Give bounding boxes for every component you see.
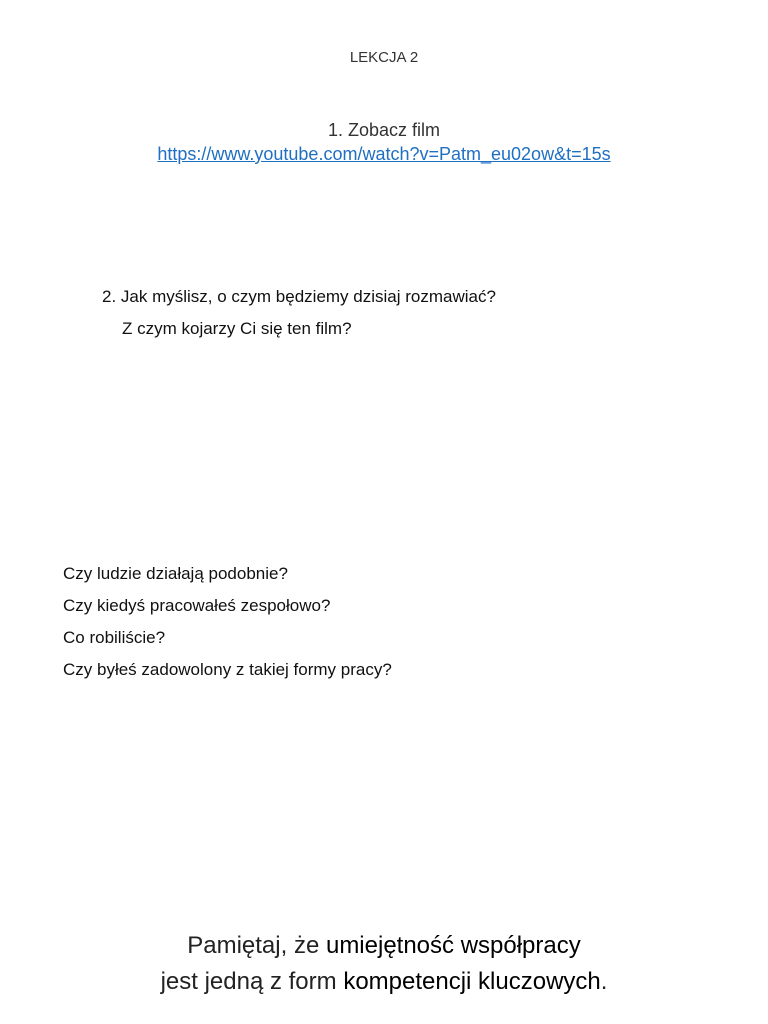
reminder-line-1 bbox=[0, 928, 768, 964]
video-link[interactable]: https://www.youtube.com/watch?v=Patm_eu02ow&t=15s bbox=[157, 144, 611, 164]
reminder-note bbox=[0, 928, 768, 1000]
task-2-subquestion: Z czym kojarzy Ci się ten film? bbox=[122, 319, 352, 338]
reminder-highlight: kompetencji kluczowych bbox=[343, 968, 601, 995]
reminder-text: Pamiętaj, że bbox=[187, 932, 326, 959]
task-2 bbox=[102, 281, 496, 345]
reminder-line-2 bbox=[0, 964, 768, 1000]
page-title: LEKCJA 2 bbox=[349, 49, 419, 66]
reminder-highlight: umiejętność współpracy bbox=[325, 932, 581, 959]
question-item: Czy kiedyś pracowałeś zespołowo? bbox=[63, 596, 331, 615]
question-item: Co robiliście? bbox=[63, 628, 166, 647]
task-2-question: 2. Jak myślisz, o czym będziemy dzisiaj rozmawiać? bbox=[102, 287, 496, 306]
question-item: Czy ludzie działają podobnie? bbox=[63, 564, 288, 583]
task-1-label: 1. Zobacz film bbox=[327, 120, 441, 140]
task-1 bbox=[0, 118, 768, 166]
reminder-text: jest jedną z form bbox=[160, 968, 344, 995]
discussion-questions bbox=[63, 558, 392, 686]
reminder-text: . bbox=[600, 968, 608, 995]
question-item: Czy byłeś zadowolony z takiej formy pracy? bbox=[63, 660, 392, 679]
